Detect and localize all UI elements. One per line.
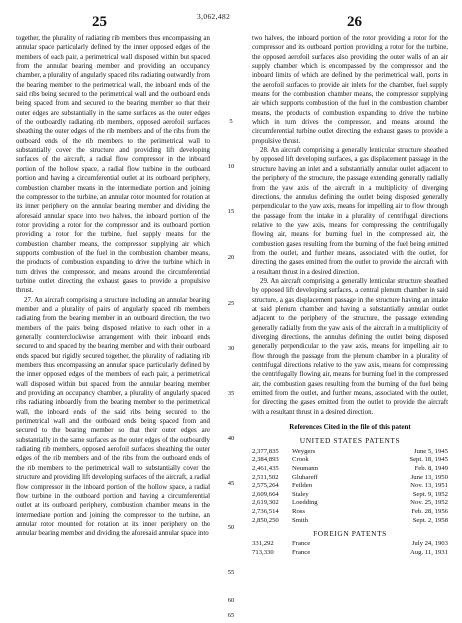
inventor-name-cell: Staley [292,490,309,498]
patent-number-cell: 2,619,302 [252,499,279,507]
left-text-column [16,34,210,539]
inventor-name-cell: Gluhareff [292,473,318,481]
inventor-name-cell: Feilden [292,482,313,490]
patent-date-cell: July 24, 1903 [411,540,448,548]
paragraph-continued-claim: together, the plurality of radiating rib members thus encompassing an annular space particularly defined by the inner opposed edges of the members of each pair, a perimetrical wall disposed within but spaced from the annular bearing member and providing an occupancy chamber, a plurality of angularly spaced ribs radiating outwardly from the bearing member to the perimetrical wall, the inboard ends of the said ribs being secured to the perimetrical wall and the outboard ends being spaced from and secured to the bearing member so that their outer edges are substantially in the same surfaces as the outer edges of the outboardly radiating rib members, opposed aerofoil surfaces sheathing the outer edges of the rib members and of the ribs from the outboard ends of the rib members to the perimetrical wall to substantially cover the structure and providing lift developing surfaces of the aircraft, a radial flow compressor in the inboard portion of the hollow space, a radial flow turbine in the outboard portion and having a circumferential outlet at its outboard periphery, combustion chamber means in the intermediate portion and joining the compressor to the turbine, an annular rotor mounted for rotation at its inner periphery on the annular bearing member and dividing the aforesaid annular space into two halves, the inboard portion of the rotor providing a rotor for the compressor and its outboard portion providing a rotor for the turbine, fuel supply means for the combustion chamber means, the compressor supplying air which supports combustion of the fuel in the combustion chamber means, the products of combustion expanding to drive the turbine which in turn drives the compressor, and means around the circumferential turbine outlet directing the exhaust gases to provide a propulsive thrust. [16,35,210,295]
inventor-name-cell: Ross [292,507,306,515]
inventor-name-cell: Crook [292,456,309,464]
references-section [252,423,448,558]
line-number: 50 [227,524,235,531]
inventor-name-cell: Smith [292,516,308,524]
patent-date-cell: June 5, 1945 [414,447,448,455]
patent-number-cell: 2,461,435 [252,464,279,472]
left-column-number: 25 [92,14,107,30]
line-number: 30 [227,345,235,352]
patent-number-cell: 2,609,664 [252,490,279,498]
inventor-name-cell: France [292,549,311,557]
patent-reference-row [252,549,448,558]
patent-date-cell: Feb. 28, 1956 [411,507,448,515]
patent-reference-row [252,448,448,457]
patent-date-cell: Sept. 2, 1958 [412,516,448,524]
patent-reference-row [252,474,448,483]
patent-reference-row [252,456,448,465]
patent-number: 3,062,482 [197,12,231,21]
inventor-name-cell: Neumann [292,464,318,472]
paragraph-continued-claim: two halves, the inboard portion of the rotor providing a rotor for the compressor and its outboard portion providing a rotor for the turbine, the opposed aerofoil surfaces also providing the outer walls of an air supply chamber which is encompassed by the compressor and the inboard limits of which are defined by the perimetrical wall, ports in the aerofoil surfaces to provide air inlets for the chamber, fuel supply means for the combustion chamber means, the compressor supplying air which supports combustion of the fuel in the combustion chamber means, the products of combustion expanding to drive the turbine which in turn drives the compressor, and means around the circumferential turbine outlet directing the exhaust gases to provide a propulsive thrust. [252,35,448,145]
patent-number-cell: 2,384,893 [252,456,279,464]
line-number: 35 [227,390,235,397]
claim-27: 27. An aircraft comprising a structure including an annular bearing member and a plurality of pairs of angularly spaced rib members radiating from the bearing member in an outboard direction, the two members of the pairs being disposed relative to each other in a generally counterclockwise arrangement with their inboard ends secured to and spaced by the bearing member and with their outboard ends spaced but rigidly secured together, the plurality of radiating rib members thus encompassing an annular space particularly defined by the inner opposed edges of the members of each pair, a perimetrical wall disposed within but spaced from the annular bearing member and providing an occupancy chamber, a plurality of angularly spaced ribs radiating inboardly from the bearing member to the perimetrical wall, the inboard ends of the said ribs being secured to the perimetrical wall and the outboard ends being spaced from and secured to the bearing member so that their outer edges are substantially in the same surfaces as the outer edges of the outboardly radiating rib members, opposed aerofoil surfaces sheathing the outer edges of the rib members and of the ribs from the outboard ends of the rib members to the perimetrical wall to substantially cover the structure and providing lift developing surfaces of the aircraft, a radial flow compressor in the inboard portion of the hollow space, a radial flow turbine in the outboard portion and having a circumferential outlet at its outboard periphery, combustion chamber means in the intermediate portion and joining the compressor to the turbine, an annular rotor mounted for rotation at its inner periphery on the annular bearing member and dividing the aforesaid annular space into [16,296,210,538]
line-number: 40 [227,435,235,442]
inventor-name-cell: Loedding [292,499,318,507]
patent-date-cell: Nov. 25, 1952 [410,499,448,507]
patent-date-cell: Feb. 8, 1949 [414,464,448,472]
line-number: 55 [227,569,235,576]
patent-date-cell: Sept. 18, 1945 [409,456,448,464]
patent-reference-row [252,508,448,517]
right-text-column [252,34,448,558]
foreign-patents-heading: FOREIGN PATENTS [313,529,387,539]
patent-reference-row [252,465,448,474]
line-number: 5 [229,118,233,125]
patent-number-cell: 331,292 [252,540,274,548]
patent-number-cell: 713,330 [252,549,274,557]
right-column-number: 26 [347,14,362,30]
line-number: 65 [227,612,235,619]
line-number: 15 [227,208,235,215]
foreign-patents-table [252,540,448,557]
patent-reference-row [252,482,448,491]
us-patents-table [252,448,448,525]
patent-reference-row [252,499,448,508]
inventor-name-cell: France [292,540,311,548]
patent-reference-row [252,491,448,500]
patent-number-cell: 2,736,514 [252,507,279,515]
patent-number-cell: 2,511,502 [252,473,279,481]
patent-date-cell: Aug. 11, 1931 [409,549,448,557]
patent-date-cell: Sept. 9, 1952 [412,490,448,498]
line-number: 45 [227,480,235,487]
patent-reference-row [252,540,448,549]
line-number: 20 [227,254,235,261]
inventor-name-cell: Weygers [292,447,316,455]
line-number: 60 [227,597,235,604]
patent-date-cell: Nov. 13, 1951 [410,482,448,490]
claim-28: 28. An aircraft comprising a generally lenticular structure sheathed by opposed lift developing surfaces, a gas displacement passage in the structure having an inlet and a substantially annular outlet adjacent to the periphery of the structure, the passage extending generally radially from the yaw axis of the aircraft in a multiplicity of diverging directions, the annulus defining the outlet being disposed generally perpendicular to the yaw axis, means for impelling air to flow through the passage from the intake in a plurality of centrifugal directions relative to the yaw axis, means for compressing the centrifugally flowing air, means for burning fuel in the compressed air, the combustion gases resulting from the burning of the fuel being emitted from the outlet, and further means, associated with the outlet, for directing the gases emitted from the outlet to provide the aircraft with a resultant thrust in a desired direction. [252,147,448,276]
us-patents-heading: UNITED STATES PATENTS [299,436,401,446]
line-number: 10 [227,163,235,170]
patent-number-cell: 2,377,835 [252,447,279,455]
patent-date-cell: June 13, 1950 [410,473,448,481]
patent-number-cell: 2,575,264 [252,482,279,490]
patent-reference-row [252,517,448,526]
references-title: References Cited in the file of this patent [289,423,411,432]
patent-number-cell: 2,850,250 [252,516,279,524]
claim-29: 29. An aircraft comprising a generally lenticular structure sheathed by opposed lift developing surfaces, a central plenum chamber in said structure, a gas displacement passage in the structure having an intake at said plenum chamber and having a substantially annular outlet adjacent to the periphery of the structure, the passage extending generally radially from the yaw axis of the aircraft in a multiplicity of diverging directions, the annulus defining the outlet being disposed generally perpendicular to the yaw axis, means for impelling air to flow through the passage from the plenum chamber in a plurality of centrifugal directions relative to the yaw axis, means for compressing the centrifugally flowing air, means for burning fuel in the compressed air, the combustion gases resulting from the burning of the fuel being emitted from the outlet, and further means, associated with the outlet, for directing the gases emitted from the outlet to provide the aircraft with a resultant thrust in a desired direction. [252,277,448,416]
line-number: 25 [227,300,235,307]
